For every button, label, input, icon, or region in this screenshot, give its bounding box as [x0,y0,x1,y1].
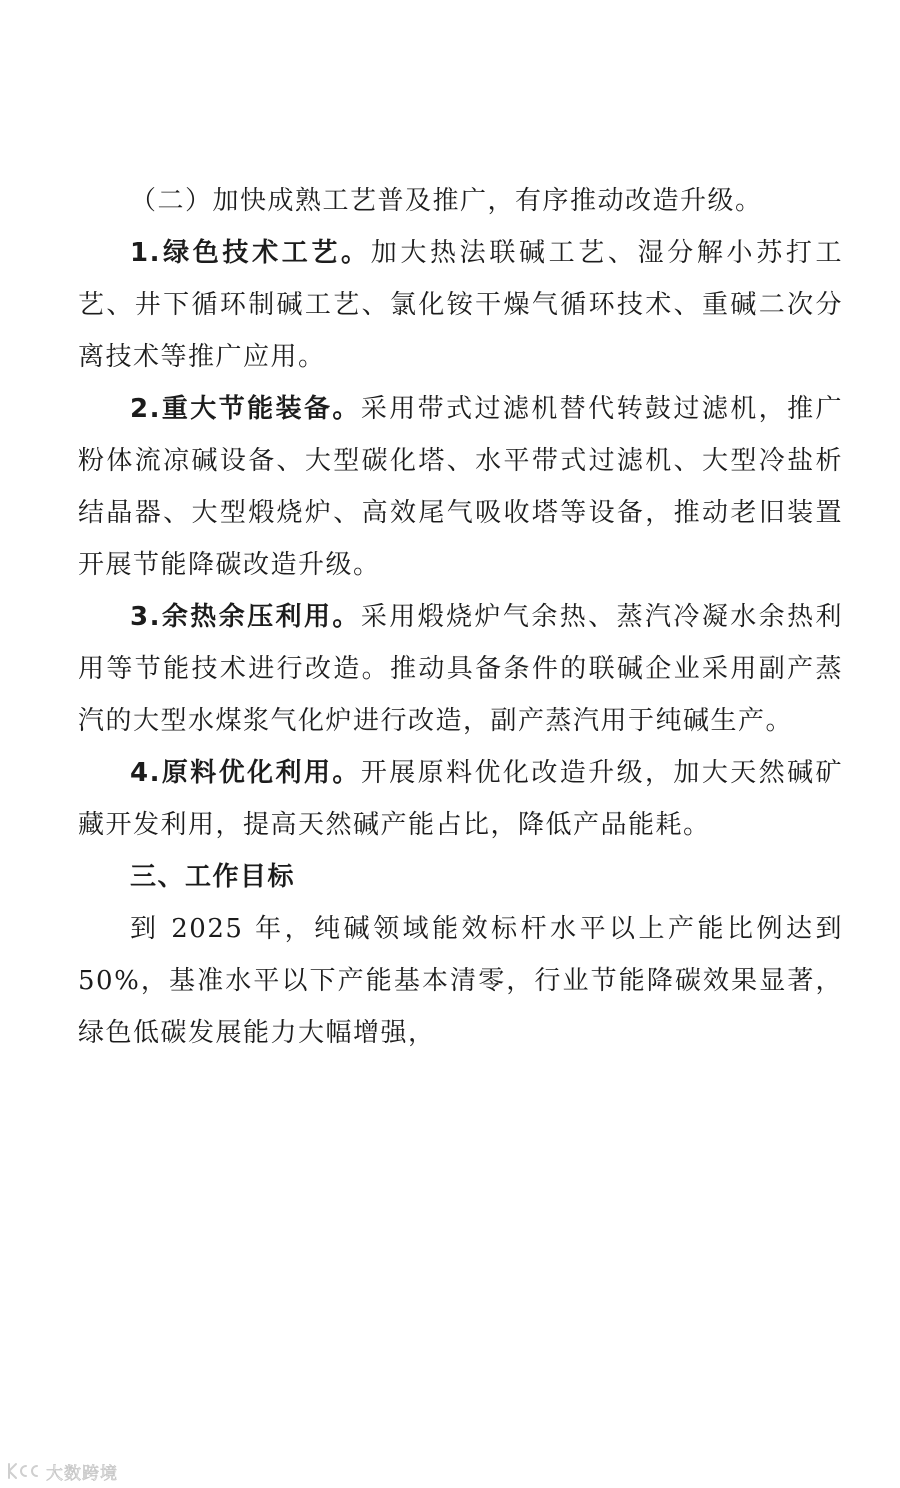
sub-heading [78,175,843,227]
item-waste-heat [78,591,843,747]
item-lead: 4.原料优化利用。 [130,758,361,788]
item-body: 加大热法联碱工艺、湿分解小苏打工艺、井下循环制碱工艺、氯化铵干燥气循环技术、重碱二次分离技术等推广应用。 [78,238,843,372]
item-green-technology [78,227,843,383]
item-raw-material [78,747,843,851]
watermark-text: 大数跨境 [46,1463,118,1484]
document-body [78,175,843,1059]
item-body: 采用带式过滤机替代转鼓过滤机，推广粉体流凉碱设备、大型碳化塔、水平带式过滤机、大型冷盐析结晶器、大型煅烧炉、高效尾气吸收塔等设备，推动老旧装置开展节能降碳改造升级。 [78,394,843,580]
sub-heading-text: （二）加快成熟工艺普及推广，有序推动改造升级。 [130,186,763,216]
watermark [6,1456,118,1486]
item-energy-equipment [78,383,843,591]
item-lead: 1.绿色技术工艺。 [130,238,371,268]
item-body: 开展原料优化改造升级，加大天然碱矿藏开发利用，提高天然碱产能占比，降低产品能耗。 [78,758,843,840]
section-title: 三、工作目标 [130,862,296,892]
item-lead: 2.重大节能装备。 [130,394,361,424]
section-body: 到 2025 年，纯碱领域能效标杆水平以上产能比例达到 50%，基准水平以下产能基本清零，行业节能降碳效果显著，绿色低碳发展能力大幅增强， [78,914,843,1048]
item-body: 采用煅烧炉气余热、蒸汽冷凝水余热利用等节能技术进行改造。推动具备条件的联碱企业采用副产蒸汽的大型水煤浆气化炉进行改造，副产蒸汽用于纯碱生产。 [78,602,843,736]
item-lead: 3.余热余压利用。 [130,602,361,632]
kcc-logo-icon [6,1460,40,1482]
